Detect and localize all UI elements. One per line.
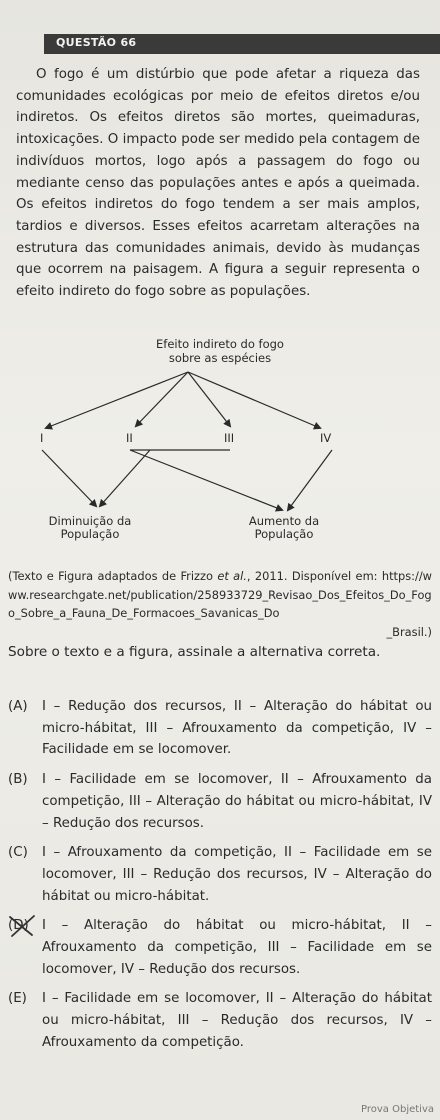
arrow-to-iii [188,372,230,426]
decrease-label-line1: Diminuição da [48,514,132,528]
option-c[interactable] [8,842,432,907]
label-iii: III [224,431,235,445]
option-d-text: I – Alteração do hábitat ou micro-hábitat, II – Afrouxamento da competição, III – Facilidade em se locomover, IV – Redução dos recursos. [42,918,432,977]
option-c-text: I – Afrouxamento da competição, II – Facilidade em se locomover, III – Redução dos recursos, IV – Alteração do hábitat ou micro-hábitat. [42,845,432,904]
arrow-to-ii [136,372,188,426]
handwritten-x-mark [6,913,40,939]
intro-text-block [16,64,420,303]
answer-options [8,696,432,1062]
page-footer: Prova Objetiva [361,1104,434,1115]
intro-paragraph: O fogo é um distúrbio que pode afetar a riqueza das comunidades ecológicas por meio de efeitos diretos e/ou indiretos. Os efeitos diretos são mortes, queimaduras, intoxicações. O impacto pode ser medido pela contagem de indivíduos mortos, logo após a passagem do fogo ou mediante censo das populações antes e após a queimada. Os efeitos indiretos do fogo tendem a ser mais amplos, tardios e diversos. Esses efeitos acarretam alterações na estrutura das comunidades animais, devido às mudanças que ocorrem na paisagem. A figura a seguir representa o efeito indireto do fogo sobre as populações. [16,67,420,300]
arrow-to-iv [188,372,320,428]
arrow-to-i [46,372,188,428]
label-i: I [40,431,44,445]
figure-source-citation [8,567,432,641]
decrease-label-line2: População [60,527,120,541]
option-e-text: I – Facilidade em se locomover, II – Alteração do hábitat ou micro-hábitat, III – Redução dos recursos, IV – Afrouxamento da competição. [42,991,432,1050]
question-number: QUESTÃO 66 [56,36,137,49]
source-text-pre: (Texto e Figura adaptados de Frizzo [8,569,218,583]
diagram-title-line1: Efeito indireto do fogo [156,337,284,351]
option-a-text: I – Redução dos recursos, II – Alteração do hábitat ou micro-hábitat, III – Afrouxamento da competição, IV – Facilidade em se locomover. [42,699,432,758]
option-e[interactable] [8,988,432,1053]
increase-label-line2: População [254,527,314,541]
source-et-al: et al. [217,569,247,583]
option-d-letter: (D) [8,918,29,934]
arrow-iii-to-increase [130,450,282,510]
diagram-title-line2: sobre as espécies [168,351,272,365]
arrow-iv-to-increase [288,450,332,510]
increase-label-line1: Aumento da [248,514,320,528]
label-ii: II [126,431,133,445]
option-b-letter: (B) [8,772,28,788]
arrow-i-to-decrease [42,450,96,506]
source-text-end: _Brasil.) [386,624,432,639]
option-c-letter: (C) [8,845,28,861]
option-a-letter: (A) [8,699,28,714]
fire-effect-diagram [20,332,420,562]
option-b-text: I – Facilidade em se locomover, II – Afrouxamento da competição, III – Alteração do hábitat ou micro-hábitat, IV – Redução dos recursos. [42,772,432,831]
option-e-letter: (E) [8,991,27,1007]
arrow-ii-to-decrease [100,450,150,506]
source-text-post: , 2011. Disponível em: https://www.researchgate.net/publication/258933729_Revisao_Dos_Efeitos_Do_Fogo_Sobre_a_Fauna_De_Formacoes_Savanicas_Do [8,569,432,620]
option-a[interactable] [8,696,432,761]
question-prompt: Sobre o texto e a figura, assinale a alternativa correta. [8,644,381,660]
label-iv: IV [320,431,332,445]
diagram-svg [20,332,420,562]
option-b[interactable] [8,769,432,834]
option-d[interactable] [8,915,432,980]
